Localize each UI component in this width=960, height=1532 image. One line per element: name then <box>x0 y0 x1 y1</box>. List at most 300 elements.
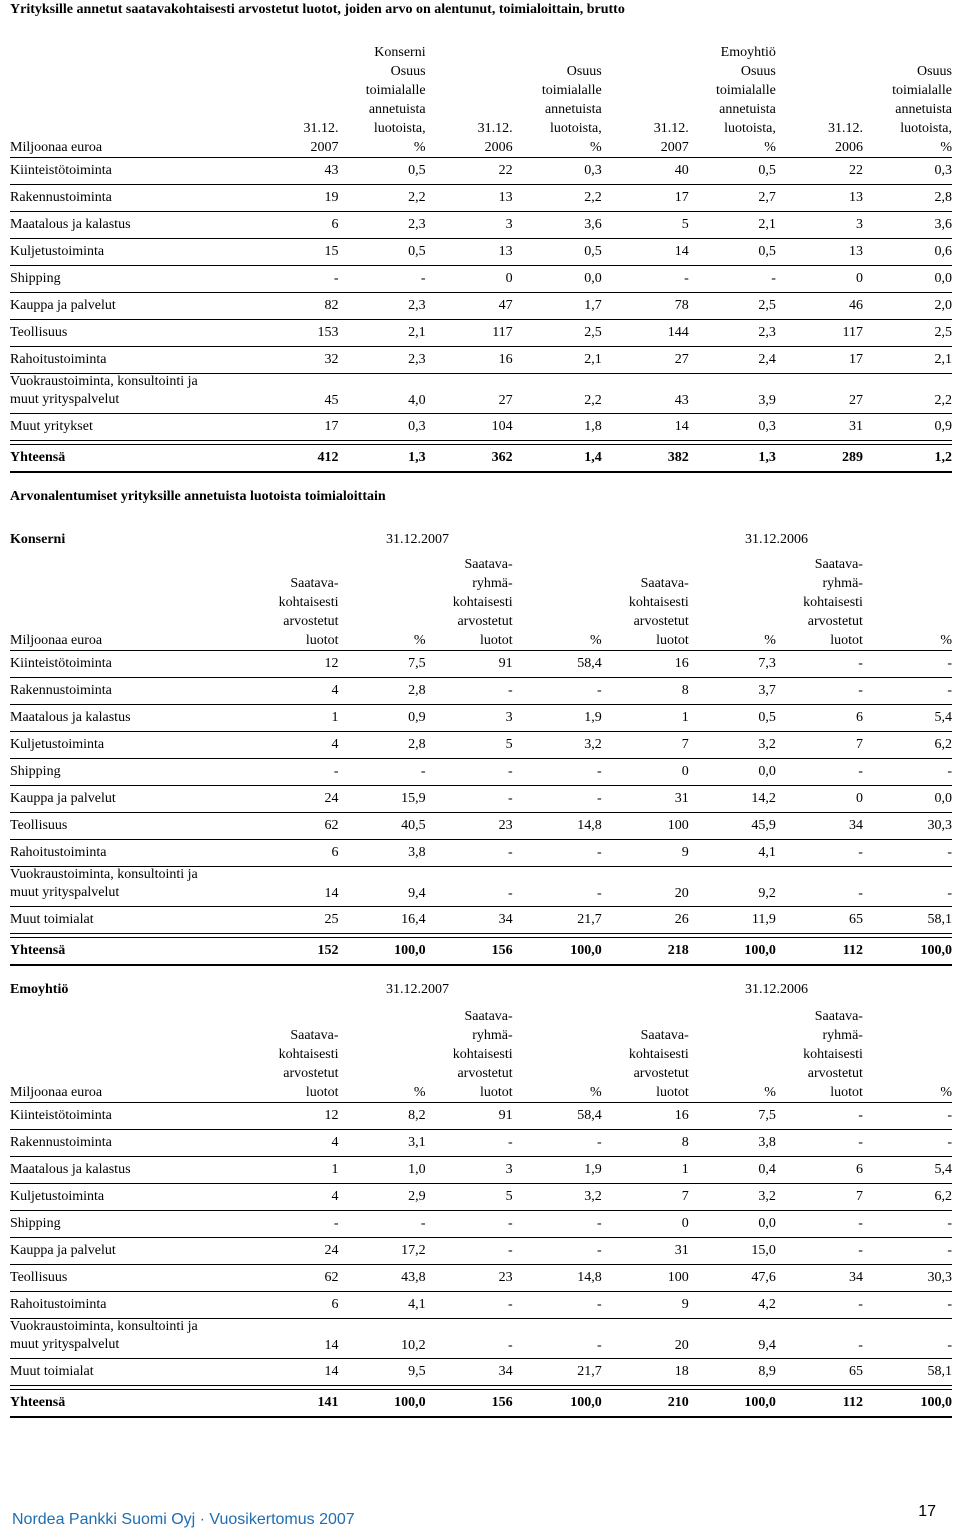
column-header: 31.12. 2006 <box>477 121 513 155</box>
cell-value: 58,1 <box>927 1364 952 1379</box>
cell-value: 17 <box>324 419 339 434</box>
cell-value: 5 <box>505 1189 513 1204</box>
row-label: Kauppa ja palvelut <box>10 298 116 313</box>
table-row <box>10 678 952 705</box>
cell-value: 0,4 <box>758 1162 776 1177</box>
cell-value: 0,0 <box>758 764 776 779</box>
footer-text: Nordea Pankki Suomi Oyj · Vuosikertomus 2007 <box>12 1511 355 1528</box>
cell-value: - <box>508 683 513 698</box>
cell-value: 1,0 <box>408 1162 426 1177</box>
column-header: Saatava- kohtaisesti arvostetut luotot <box>278 1028 339 1100</box>
column-header: Osuus toimialalle annetuista luotoista, % <box>541 64 602 155</box>
cell-value: 0,3 <box>408 419 426 434</box>
cell-value: 45,9 <box>751 818 776 833</box>
header-row <box>10 1007 952 1103</box>
cell-value: 6 <box>331 217 339 232</box>
cell-value: 2,1 <box>758 217 776 232</box>
cell-value: 58,4 <box>577 1108 602 1123</box>
table-row <box>10 1157 952 1184</box>
date-2006: 31.12.2006 <box>745 982 808 997</box>
cell-value: 13 <box>498 190 513 205</box>
column-header: Miljoonaa euroa <box>10 140 103 155</box>
cell-value: 0,5 <box>758 710 776 725</box>
cell-value: - <box>858 683 863 698</box>
column-header: % <box>413 1085 426 1100</box>
cell-value: 8 <box>681 683 689 698</box>
cell-value: 1,9 <box>584 710 602 725</box>
cell-value: 2,5 <box>934 325 952 340</box>
total-value: 100,0 <box>394 1395 426 1410</box>
cell-value: - <box>597 1216 602 1231</box>
cell-value: 3,8 <box>758 1135 776 1150</box>
table-row <box>10 1292 952 1319</box>
total-value: 1,3 <box>758 450 776 465</box>
cell-value: 104 <box>491 419 513 434</box>
row-label: Muut yritykset <box>10 419 93 434</box>
cell-value: 0,5 <box>408 244 426 259</box>
cell-value: 3 <box>505 710 513 725</box>
cell-value: 30,3 <box>927 1270 952 1285</box>
cell-value: 153 <box>317 325 339 340</box>
total-label: Yhteensä <box>10 943 66 958</box>
cell-value: 3 <box>855 217 863 232</box>
cell-value: 2,7 <box>758 190 776 205</box>
cell-value: 15 <box>324 244 339 259</box>
cell-value: 6 <box>855 1162 863 1177</box>
group-label: Konserni <box>10 532 66 547</box>
cell-value: - <box>597 845 602 860</box>
cell-value: - <box>333 271 339 286</box>
table-row <box>10 414 952 441</box>
row-label: Teollisuus <box>10 818 68 833</box>
total-value: 100,0 <box>570 1395 602 1410</box>
cell-value: - <box>771 271 776 286</box>
row-label: Vuokraustoiminta, konsultointi ja muut yrityspalvelut <box>10 867 198 900</box>
cell-value: 65 <box>848 912 863 927</box>
table-row <box>10 651 952 678</box>
cell-value: 1 <box>331 1162 339 1177</box>
table-row <box>10 1265 952 1292</box>
cell-value: 2,3 <box>408 217 426 232</box>
row-label: Teollisuus <box>10 325 68 340</box>
cell-value: 15,0 <box>751 1243 776 1258</box>
cell-value: 1,7 <box>584 298 602 313</box>
row-label: Maatalous ja kalastus <box>10 710 131 725</box>
total-value: 112 <box>842 943 863 958</box>
column-header: Saatava- kohtaisesti arvostetut luotot <box>628 1028 689 1100</box>
cell-value: - <box>947 683 952 698</box>
cell-value: 17,2 <box>401 1243 426 1258</box>
cell-value: 5 <box>505 737 513 752</box>
total-value: 210 <box>667 1395 689 1410</box>
cell-value: - <box>508 791 513 806</box>
cell-value: 14,2 <box>751 791 776 806</box>
cell-value: 1 <box>681 1162 689 1177</box>
cell-value: 14 <box>674 244 689 259</box>
cell-value: - <box>947 1135 952 1150</box>
cell-value: 4 <box>331 683 339 698</box>
cell-value: 3,2 <box>758 737 776 752</box>
cell-value: 26 <box>674 912 689 927</box>
cell-value: 2,5 <box>584 325 602 340</box>
cell-value: - <box>858 1297 863 1312</box>
cell-value: 2,9 <box>408 1189 426 1204</box>
table-row <box>10 347 952 374</box>
cell-value: - <box>420 1216 426 1231</box>
column-header: Saatava- ryhmä- kohtaisesti arvostetut luotot <box>452 557 513 648</box>
row-label: Shipping <box>10 764 61 779</box>
cell-value: 4 <box>331 737 339 752</box>
cell-value: - <box>947 845 952 860</box>
cell-value: 2,4 <box>758 352 776 367</box>
cell-value: - <box>508 1243 513 1258</box>
total-value: 100,0 <box>744 943 776 958</box>
cell-value: - <box>597 1297 602 1312</box>
table-row <box>10 212 952 239</box>
cell-value: 20 <box>674 886 689 901</box>
cell-value: 58,1 <box>927 912 952 927</box>
table-row <box>10 293 952 320</box>
table-row <box>10 840 952 867</box>
cell-value: 91 <box>498 1108 513 1123</box>
total-label: Yhteensä <box>10 1395 66 1410</box>
cell-value: 9,4 <box>408 886 426 901</box>
cell-value: 2,2 <box>584 190 602 205</box>
cell-value: - <box>858 1338 863 1353</box>
cell-value: 24 <box>324 791 339 806</box>
cell-value: 0,3 <box>758 419 776 434</box>
cell-value: 4,2 <box>758 1297 776 1312</box>
cell-value: 65 <box>848 1364 863 1379</box>
column-header: Saatava- ryhmä- kohtaisesti arvostetut luotot <box>452 1009 513 1100</box>
header-row <box>10 40 952 158</box>
total-row <box>10 937 952 966</box>
table-row <box>10 185 952 212</box>
date-2006: 31.12.2006 <box>745 532 808 547</box>
cell-value: 2,8 <box>408 737 426 752</box>
cell-value: 43 <box>674 393 689 408</box>
cell-value: 62 <box>324 818 339 833</box>
parent-label: Emoyhtiö <box>10 982 69 997</box>
group-header <box>10 532 952 552</box>
cell-value: 31 <box>848 419 863 434</box>
column-header: Saatava- ryhmä- kohtaisesti arvostetut luotot <box>803 1009 863 1100</box>
cell-value: 6 <box>331 1297 339 1312</box>
total-value: 100,0 <box>394 943 426 958</box>
cell-value: 6 <box>855 710 863 725</box>
table-impairments-parent <box>10 1007 952 1418</box>
cell-value: 0,5 <box>758 163 776 178</box>
cell-value: 117 <box>842 325 863 340</box>
row-label: Rahoitustoiminta <box>10 845 107 860</box>
column-header: Konserni Osuus toimialalle annetuista luotoista, % <box>365 45 426 155</box>
date-2007: 31.12.2007 <box>386 532 449 547</box>
table-row <box>10 266 952 293</box>
cell-value: - <box>333 764 339 779</box>
cell-value: 82 <box>324 298 339 313</box>
table-row <box>10 867 952 907</box>
row-label: Rahoitustoiminta <box>10 1297 107 1312</box>
cell-value: - <box>420 764 426 779</box>
row-label: Shipping <box>10 1216 61 1231</box>
cell-value: - <box>858 1108 863 1123</box>
cell-value: 0,0 <box>934 271 952 286</box>
cell-value: - <box>508 1297 513 1312</box>
cell-value: 21,7 <box>577 1364 602 1379</box>
cell-value: 31 <box>674 1243 689 1258</box>
total-value: 156 <box>491 943 513 958</box>
column-header: Miljoonaa euroa <box>10 633 103 648</box>
column-header: Saatava- kohtaisesti arvostetut luotot <box>278 576 339 648</box>
cell-value: 0,0 <box>584 271 602 286</box>
cell-value: 117 <box>492 325 513 340</box>
total-value: 100,0 <box>920 1395 952 1410</box>
total-row <box>10 1389 952 1418</box>
column-header: % <box>764 633 776 648</box>
cell-value: 30,3 <box>927 818 952 833</box>
cell-value: - <box>597 791 602 806</box>
total-value: 141 <box>317 1395 339 1410</box>
cell-value: 78 <box>674 298 689 313</box>
cell-value: - <box>508 764 513 779</box>
row-label: Kuljetustoiminta <box>10 1189 105 1204</box>
cell-value: 2,1 <box>584 352 602 367</box>
cell-value: - <box>947 1297 952 1312</box>
column-header: 31.12. 2006 <box>827 121 863 155</box>
cell-value: 9 <box>681 1297 689 1312</box>
column-header: 31.12. 2007 <box>653 121 689 155</box>
row-label: Maatalous ja kalastus <box>10 1162 131 1177</box>
cell-value: - <box>333 1216 339 1231</box>
cell-value: - <box>597 1135 602 1150</box>
table-row <box>10 320 952 347</box>
cell-value: 3,7 <box>758 683 776 698</box>
cell-value: 1 <box>681 710 689 725</box>
cell-value: 6 <box>331 845 339 860</box>
cell-value: 2,8 <box>408 683 426 698</box>
cell-value: - <box>947 1108 952 1123</box>
cell-value: 21,7 <box>577 912 602 927</box>
cell-value: 100 <box>667 818 689 833</box>
row-label: Kiinteistötoiminta <box>10 656 112 671</box>
cell-value: 27 <box>848 393 863 408</box>
cell-value: 47 <box>498 298 513 313</box>
cell-value: 7 <box>855 1189 863 1204</box>
row-label: Teollisuus <box>10 1270 68 1285</box>
cell-value: - <box>508 845 513 860</box>
cell-value: 4,0 <box>408 393 426 408</box>
cell-value: 0 <box>855 271 863 286</box>
row-label: Kauppa ja palvelut <box>10 1243 116 1258</box>
cell-value: 34 <box>848 1270 863 1285</box>
cell-value: 3,6 <box>584 217 602 232</box>
total-value: 382 <box>667 450 689 465</box>
cell-value: 2,3 <box>758 325 776 340</box>
cell-value: 2,8 <box>934 190 952 205</box>
page-title: Yrityksille annetut saatavakohtaisesti arvostetut luotot, joiden arvo on alentunut, toimialoittain, brutto <box>10 2 625 17</box>
table-row <box>10 374 952 414</box>
total-value: 156 <box>491 1395 513 1410</box>
cell-value: - <box>684 271 689 286</box>
total-value: 412 <box>317 450 339 465</box>
cell-value: 3,2 <box>584 1189 602 1204</box>
cell-value: 0,5 <box>758 244 776 259</box>
row-label: Rakennustoiminta <box>10 190 112 205</box>
cell-value: 23 <box>498 818 513 833</box>
cell-value: 4,1 <box>758 845 776 860</box>
cell-value: 31 <box>674 791 689 806</box>
cell-value: 14,8 <box>577 818 602 833</box>
column-header: Miljoonaa euroa <box>10 1085 103 1100</box>
cell-value: - <box>508 886 513 901</box>
table-impairments-group <box>10 555 952 966</box>
cell-value: 3,8 <box>408 845 426 860</box>
cell-value: 91 <box>498 656 513 671</box>
cell-value: 7 <box>855 737 863 752</box>
cell-value: 9,5 <box>408 1364 426 1379</box>
cell-value: 6,2 <box>934 1189 952 1204</box>
column-header: Emoyhtiö Osuus toimialalle annetuista luotoista, % <box>716 45 776 155</box>
cell-value: 12 <box>324 1108 339 1123</box>
cell-value: - <box>858 1216 863 1231</box>
cell-value: 22 <box>498 163 513 178</box>
cell-value: - <box>508 1135 513 1150</box>
table-row <box>10 759 952 786</box>
cell-value: - <box>597 1338 602 1353</box>
total-label: Yhteensä <box>10 450 66 465</box>
cell-value: 58,4 <box>577 656 602 671</box>
cell-value: 17 <box>848 352 863 367</box>
table-row <box>10 907 952 934</box>
cell-value: 24 <box>324 1243 339 1258</box>
total-row <box>10 444 952 473</box>
date-2007: 31.12.2007 <box>386 982 449 997</box>
cell-value: 15,9 <box>401 791 426 806</box>
total-value: 1,2 <box>934 450 952 465</box>
cell-value: 2,3 <box>408 298 426 313</box>
total-value: 218 <box>667 943 689 958</box>
cell-value: 2,0 <box>934 298 952 313</box>
row-label: Kiinteistötoiminta <box>10 1108 112 1123</box>
cell-value: 14,8 <box>577 1270 602 1285</box>
cell-value: - <box>947 886 952 901</box>
cell-value: 3 <box>505 1162 513 1177</box>
cell-value: 0 <box>505 271 513 286</box>
cell-value: 2,2 <box>934 393 952 408</box>
table-row <box>10 786 952 813</box>
column-header: % <box>590 1085 602 1100</box>
cell-value: 13 <box>848 244 863 259</box>
column-header: % <box>764 1085 776 1100</box>
cell-value: 40,5 <box>401 818 426 833</box>
cell-value: 22 <box>848 163 863 178</box>
total-value: 152 <box>317 943 339 958</box>
cell-value: 16 <box>674 1108 689 1123</box>
cell-value: 2,1 <box>408 325 426 340</box>
section-title-impairments: Arvonalentumiset yrityksille annetuista luotoista toimialoittain <box>10 489 386 504</box>
cell-value: 1,9 <box>584 1162 602 1177</box>
column-header: % <box>940 1085 952 1100</box>
page-number: 17 <box>918 1503 936 1520</box>
cell-value: 43,8 <box>401 1270 426 1285</box>
cell-value: - <box>508 1216 513 1231</box>
row-label: Rakennustoiminta <box>10 1135 112 1150</box>
cell-value: 40 <box>674 163 689 178</box>
total-value: 1,3 <box>408 450 426 465</box>
cell-value: 27 <box>498 393 513 408</box>
cell-value: 10,2 <box>401 1338 426 1353</box>
table-row <box>10 1359 952 1386</box>
cell-value: 3,1 <box>408 1135 426 1150</box>
cell-value: 3,9 <box>758 393 776 408</box>
cell-value: 0 <box>681 764 689 779</box>
cell-value: - <box>597 764 602 779</box>
cell-value: 43 <box>324 163 339 178</box>
row-label: Kiinteistötoiminta <box>10 163 112 178</box>
cell-value: - <box>858 886 863 901</box>
cell-value: 8,9 <box>758 1364 776 1379</box>
cell-value: 0,3 <box>934 163 952 178</box>
cell-value: 5,4 <box>934 1162 952 1177</box>
table-row <box>10 1103 952 1130</box>
cell-value: 7,3 <box>758 656 776 671</box>
cell-value: - <box>508 1338 513 1353</box>
row-label: Shipping <box>10 271 61 286</box>
row-label: Muut toimialat <box>10 1364 94 1379</box>
total-value: 362 <box>491 450 513 465</box>
row-label: Kuljetustoiminta <box>10 737 105 752</box>
cell-value: 12 <box>324 656 339 671</box>
cell-value: - <box>947 656 952 671</box>
cell-value: 4,1 <box>408 1297 426 1312</box>
cell-value: 7 <box>681 1189 689 1204</box>
cell-value: 13 <box>498 244 513 259</box>
parent-header <box>10 982 952 1002</box>
cell-value: 0 <box>855 791 863 806</box>
cell-value: 34 <box>498 1364 513 1379</box>
cell-value: 3 <box>505 217 513 232</box>
row-label: Kauppa ja palvelut <box>10 791 116 806</box>
column-header: 31.12. 2007 <box>303 121 339 155</box>
table-row <box>10 239 952 266</box>
cell-value: - <box>858 656 863 671</box>
row-label: Muut toimialat <box>10 912 94 927</box>
column-header: Saatava- ryhmä- kohtaisesti arvostetut luotot <box>803 557 863 648</box>
cell-value: 0,5 <box>584 244 602 259</box>
cell-value: 14 <box>324 886 339 901</box>
table-row <box>10 1184 952 1211</box>
total-value: 100,0 <box>570 943 602 958</box>
cell-value: 16,4 <box>401 912 426 927</box>
cell-value: 6,2 <box>934 737 952 752</box>
cell-value: 32 <box>324 352 339 367</box>
cell-value: 14 <box>324 1338 339 1353</box>
cell-value: 0,0 <box>758 1216 776 1231</box>
cell-value: 17 <box>674 190 689 205</box>
table-row <box>10 1238 952 1265</box>
cell-value: 25 <box>324 912 339 927</box>
cell-value: 0,3 <box>584 163 602 178</box>
cell-value: 2,2 <box>408 190 426 205</box>
table-row <box>10 1319 952 1359</box>
cell-value: 9,2 <box>758 886 776 901</box>
cell-value: 3,2 <box>584 737 602 752</box>
cell-value: 1,8 <box>584 419 602 434</box>
table-loans-by-industry <box>10 40 952 473</box>
table-row <box>10 705 952 732</box>
cell-value: 16 <box>498 352 513 367</box>
cell-value: 13 <box>848 190 863 205</box>
